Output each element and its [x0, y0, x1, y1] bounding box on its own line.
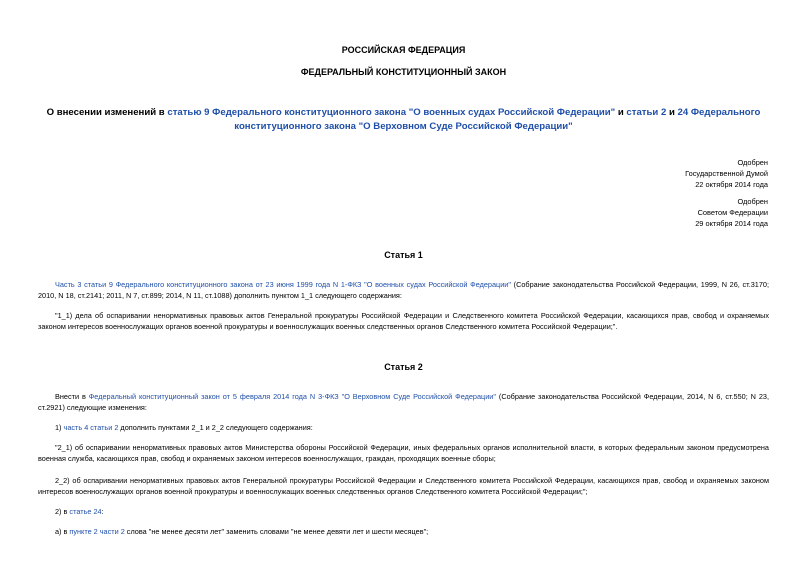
article-2-p1-prefix: Внести в: [55, 392, 89, 401]
article-2-paragraph-1: [38, 391, 769, 413]
approval-duma: [685, 157, 768, 190]
article-2-paragraph-2: [38, 422, 769, 433]
article-2-link-supreme-court-law[interactable]: Федеральный конституционный закон от 5 февраля 2014 года N 3-ФКЗ "О Верховном Суде Российской Федерации": [88, 392, 496, 401]
article-2-paragraph-6: [38, 526, 769, 537]
title-and: и: [666, 107, 678, 118]
law-type-heading: ФЕДЕРАЛЬНЫЙ КОНСТИТУЦИОННЫЙ ЗАКОН: [300, 67, 507, 77]
approval-council-label: Одобрен: [737, 197, 768, 206]
title-link-article-2[interactable]: статьи 2: [626, 107, 667, 118]
title-middle: и: [615, 107, 627, 118]
approval-federation-council: [695, 196, 768, 229]
approval-duma-label: Одобрен: [737, 158, 768, 167]
title-link-supreme-court[interactable]: 24 Федерального конституционного закона "О Верховном Суде Российской Федерации": [234, 107, 761, 132]
article-2-p2-text: дополнить пунктами 2_1 и 2_2 следующего содержания:: [118, 423, 313, 432]
article-2-paragraph-5: [38, 506, 769, 517]
article-2-p6-text: слова "не менее десяти лет" заменить словами "не менее девяти лет и шести месяцев";: [124, 527, 429, 536]
law-title: [40, 106, 767, 134]
article-2-heading: Статья 2: [384, 362, 423, 372]
article-2-link-point-2-part-2[interactable]: пункте 2 части 2: [69, 527, 125, 536]
article-2-p6-prefix: а) в: [55, 527, 70, 536]
article-1-paragraph-1: [38, 279, 769, 301]
approval-duma-date: 22 октября 2014 года: [695, 180, 768, 189]
approval-council-date: 29 октября 2014 года: [695, 219, 768, 228]
article-1-link-military-courts-law[interactable]: Часть 3 статьи 9 Федерального конституционного закона от 23 июня 1999 года N 1-ФКЗ "О военных судах Российской Федерации": [55, 280, 511, 289]
article-1-paragraph-1-text: (Собрание законодательства Российской Федерации, 1999, N 26, ст.3170; 2010, N 18, ст.2141; 2011, N 7, ст.899; 2014, N 11, ст.1088) дополнить пунктом 1_1 следующего содержания:: [38, 280, 769, 301]
article-2-link-article-24[interactable]: статье 24: [69, 507, 102, 516]
approval-duma-body: Государственной Думой: [685, 169, 768, 178]
article-1-paragraph-2: "1_1) дела об оспаривании ненормативных правовых актов Генеральной прокуратуры Российской Федерации и Следственного комитета Российской Федерации, касающихся прав, свобод и охраняемых законом интересов военнослужащих органов военной прокуратуры и военнослужащих военных следственных органов Следственного комитета Российской Федерации;".: [38, 311, 769, 332]
article-2-p5-suffix: :: [101, 507, 104, 516]
article-2-paragraph-3: "2_1) об оспаривании ненормативных правовых актов Министерства обороны Российской Федерации, иных федеральных органов исполнительной власти, в которых федеральным законом предусмотрена военная служба, касающихся прав, свобод и охраняемых законом интересов военнослужащих, граждан, проходящих военные сборы;: [38, 443, 769, 464]
article-2-link-part-4-article-2[interactable]: часть 4 статьи 2: [63, 423, 119, 432]
title-link-military-courts[interactable]: статью 9 Федерального конституционного закона "О военных судах Российской Федерации": [167, 107, 616, 118]
article-2-paragraph-4: 2_2) об оспаривании ненормативных правовых актов Генеральной прокуратуры Российской Федерации и Следственного комитета Российской Федерации, касающихся прав, свобод и охраняемых законом интересов военнослужащих органов военной прокуратуры и военнослужащих военных следственных органов Следственного комитета Российской Федерации;";: [38, 476, 769, 497]
article-2-p2-prefix: 1): [55, 423, 64, 432]
title-prefix: О внесении изменений в: [46, 107, 168, 118]
country-heading: РОССИЙСКАЯ ФЕДЕРАЦИЯ: [341, 45, 466, 55]
article-2-p1-text: (Собрание законодательства Российской Федерации, 2014, N 6, ст.550; N 23, ст.2921) следующие изменения:: [38, 392, 770, 413]
article-1-heading: Статья 1: [384, 250, 423, 260]
approval-council-body: Советом Федерации: [697, 208, 768, 217]
article-2-p5-prefix: 2) в: [55, 507, 70, 516]
